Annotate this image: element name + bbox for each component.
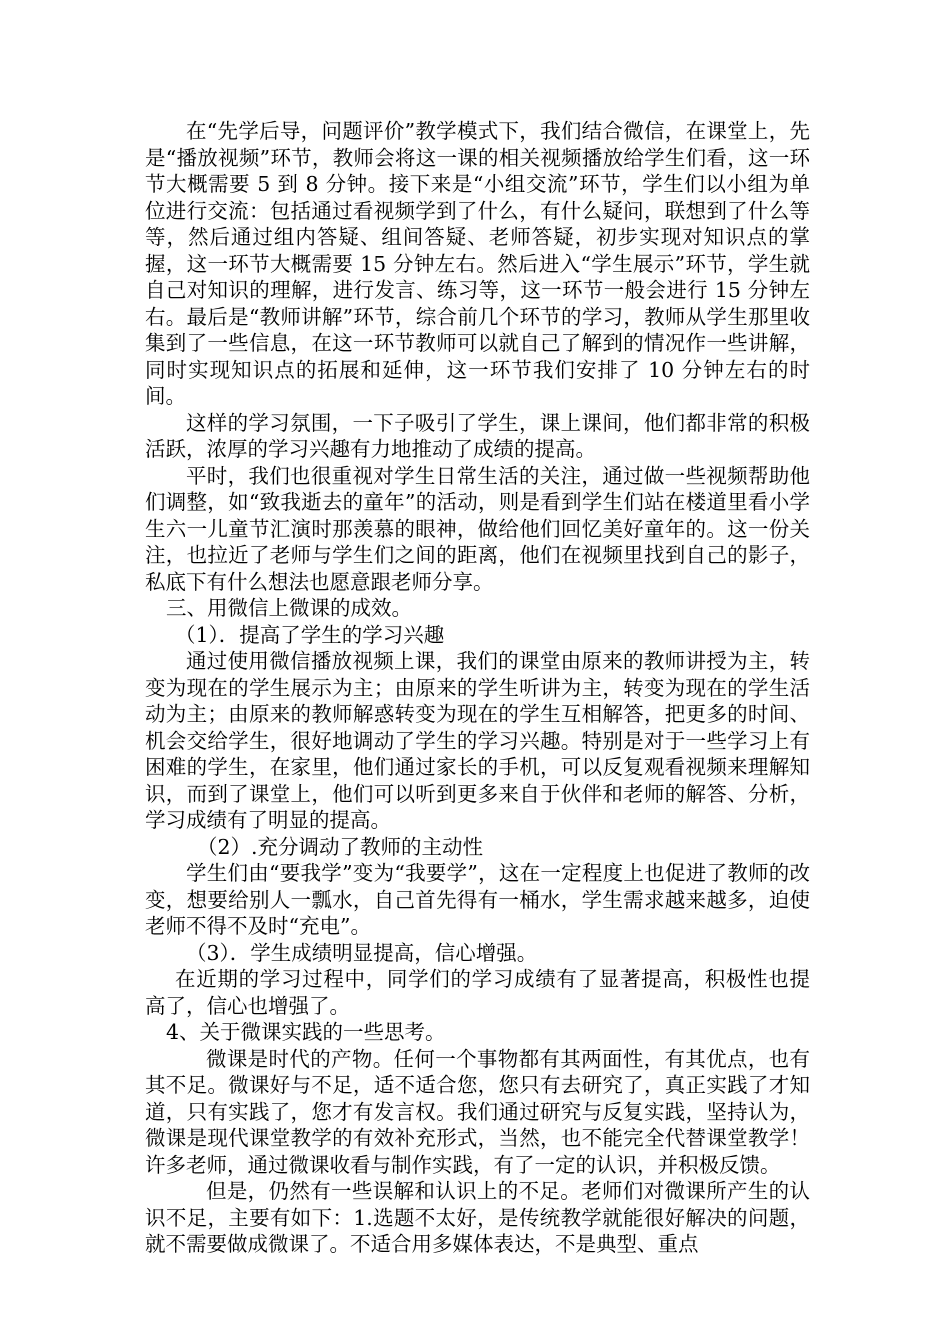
paragraph-misunderstandings: 但是，仍然有一些误解和认识上的不足。老师们对微课所产生的认识不足，主要有如下：1.选题不太好，是传统教学就能很好解决的问题，就不需要做成微课了。不适合用多媒体表达，不是典型、重点 [145, 1179, 810, 1256]
paragraph-microlesson-thoughts: 微课是时代的产物。任何一个事物都有其两面性，有其优点，也有其不足。微课好与不足，适不适合您，您只有去研究了，真正实践了才知道，只有实践了，您才有发言权。我们通过研究与反复实践，坚持认为，微课是现代课堂教学的有效补充形式，当然，也不能完全代替课堂教学！许多老师，通过微课收看与制作实践，有了一定的认识，并积极反馈。 [145, 1046, 810, 1177]
paragraph-class-procedure: 在“先学后导，问题评价”教学模式下，我们结合微信，在课堂上，先是“播放视频”环节，教师会将这一课的相关视频播放给学生们看，这一环节大概需要 5 到 8 分钟。接下来是“小组交流”环节，学生们以小组为单位进行交流：包括通过看视频学到了什么，有什么疑问，联想到了什么等等，然后通过组内答疑、组间答疑、老师答疑，初步实现对知识点的掌握，这一环节大概需要 15 分钟左右。然后进入“学生展示”环节，学生就自己对知识的理解，进行发言、练习等，这一环节一般会进行 15 分钟左右。最后是“教师讲解”环节，综合前几个环节的学习，教师从学生那里收集到了一些信息，在这一环节教师可以就自己了解到的情况作一些讲解，同时实现知识点的拓展和延伸，这一环节我们安排了 10 分钟左右的时间。 [145, 119, 810, 408]
document-body [145, 118, 810, 1258]
subheading-item-1: （1）．提高了学生的学习兴趣 [175, 622, 445, 647]
paragraph-teacher-initiative: 学生们由“要我学”变为“我要学”，这在一定程度上也促进了教师的改变，想要给别人一瓢水，自己首先得有一桶水，学生需求越来越多，迫使老师不得不及时“充电”。 [145, 861, 810, 938]
paragraph-learning-atmosphere: 这样的学习氛围，一下子吸引了学生，课上课间，他们都非常的积极活跃，浓厚的学习兴趣有力地推动了成绩的提高。 [145, 410, 810, 461]
paragraph-student-interest: 通过使用微信播放视频上课，我们的课堂由原来的教师讲授为主，转变为现在的学生展示为主；由原来的学生听讲为主，转变为现在的学生活动为主；由原来的教师解惑转变为现在的学生互相解答，把更多的时间、机会交给学生，很好地调动了学生的学习兴趣。特别是对于一些学习上有困难的学生，在家里，他们通过家长的手机，可以反复观看视频来理解知识，而到了课堂上，他们可以听到更多来自于伙伴和老师的解答、分析，学习成绩有了明显的提高。 [145, 649, 810, 832]
paragraph-daily-life-care: 平时，我们也很重视对学生日常生活的关注，通过做一些视频帮助他们调整，如“致我逝去的童年”的活动，则是看到学生们站在楼道里看小学生六一儿童节汇演时那羡慕的眼神，做给他们回忆美好童年的。这一份关注，也拉近了老师与学生们之间的距离，他们在视频里找到自己的影子，私底下有什么想法也愿意跟老师分享。 [145, 463, 810, 594]
heading-section-four: 4、关于微课实践的一些思考。 [166, 1020, 446, 1044]
subheading-item-2: （2）.充分调动了教师的主动性 [197, 834, 484, 859]
subheading-item-3: （3）．学生成绩明显提高，信心增强。 [186, 940, 538, 965]
paragraph-grades-improved: 在近期的学习过程中，同学们的学习成绩有了显著提高，积极性也提高了，信心也增强了。 [145, 967, 810, 1018]
heading-section-three: 三、用微信上微课的成效。 [166, 596, 412, 620]
